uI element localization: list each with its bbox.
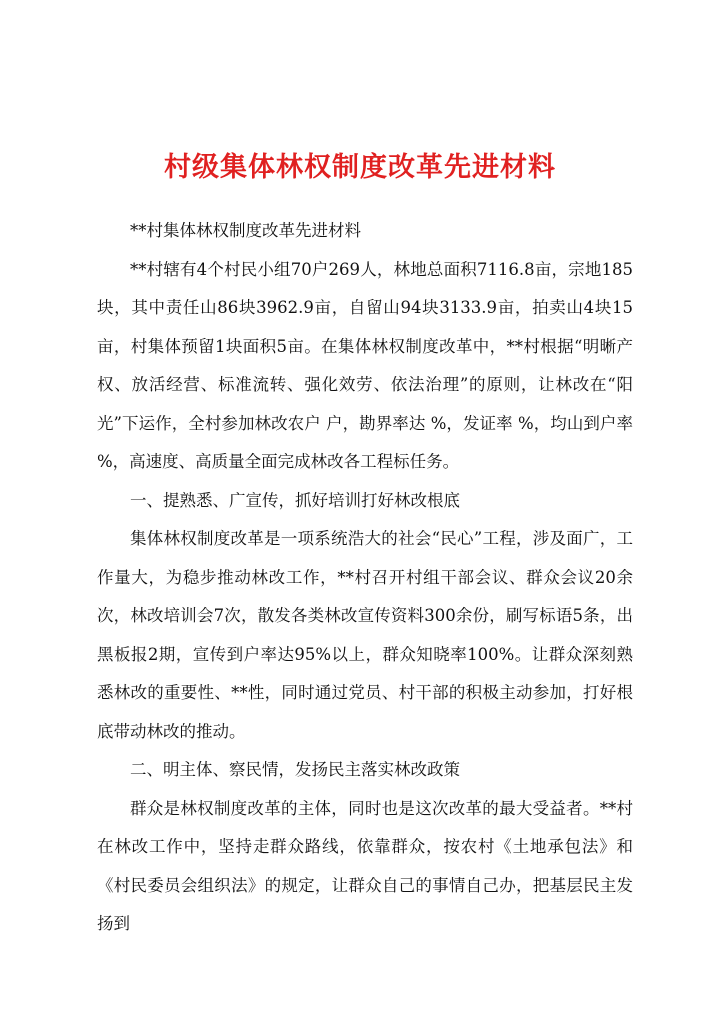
section-heading-1: 一、提熟悉、广宣传，抓好培训打好林改根底 bbox=[130, 490, 460, 510]
intro-paragraph: **村辖有4个村民小组70户269人，林地总面积7116.8亩，宗地185块，其中责任山86块3962.9亩，自留山94块3133.9亩，拍卖山4块15亩，村集体预留1块面积5亩。在集体林权制度改革中，**村根据“明晰产权、放活经营、标准流转、强化效劳、依法治理”的原则，让林改在“阳光”下运作，全村参加林改农户 户，勘界率达 %，发证率 %，均山到户率 %，高速度、高质量全面完成林改各工程标任务。 bbox=[97, 259, 633, 471]
section-2-paragraph: 群众是林权制度改革的主体，同时也是这次改革的最大受益者。**村在林改工作中，坚持走群众路线，依靠群众，按农村《土地承包法》和《村民委员会组织法》的规定，让群众自己的事情自己办，把基层民主发扬到 bbox=[97, 798, 633, 933]
document-body bbox=[97, 212, 633, 944]
document-title: 村级集体林权制度改革先进材料 bbox=[164, 152, 556, 183]
section-heading-2: 二、明主体、察民情，发扬民主落实林改政策 bbox=[130, 760, 460, 779]
subtitle-paragraph: **村集体林权制度改革先进材料 bbox=[130, 221, 361, 240]
section-1-paragraph: 集体林权制度改革是一项系统浩大的社会“民心”工程，涉及面广，工作量大，为稳步推动林改工作，**村召开村组干部会议、群众会议20余次，林改培训会7次，散发各类林改宣传资料300余份，刷写标语5条，出黑板报2期，宣传到户率达95%以上，群众知晓率100%。让群众深刻熟悉林改的重要性、**性，同时通过党员、村干部的积极主动参加，打好根底带动林改的推动。 bbox=[97, 529, 633, 741]
